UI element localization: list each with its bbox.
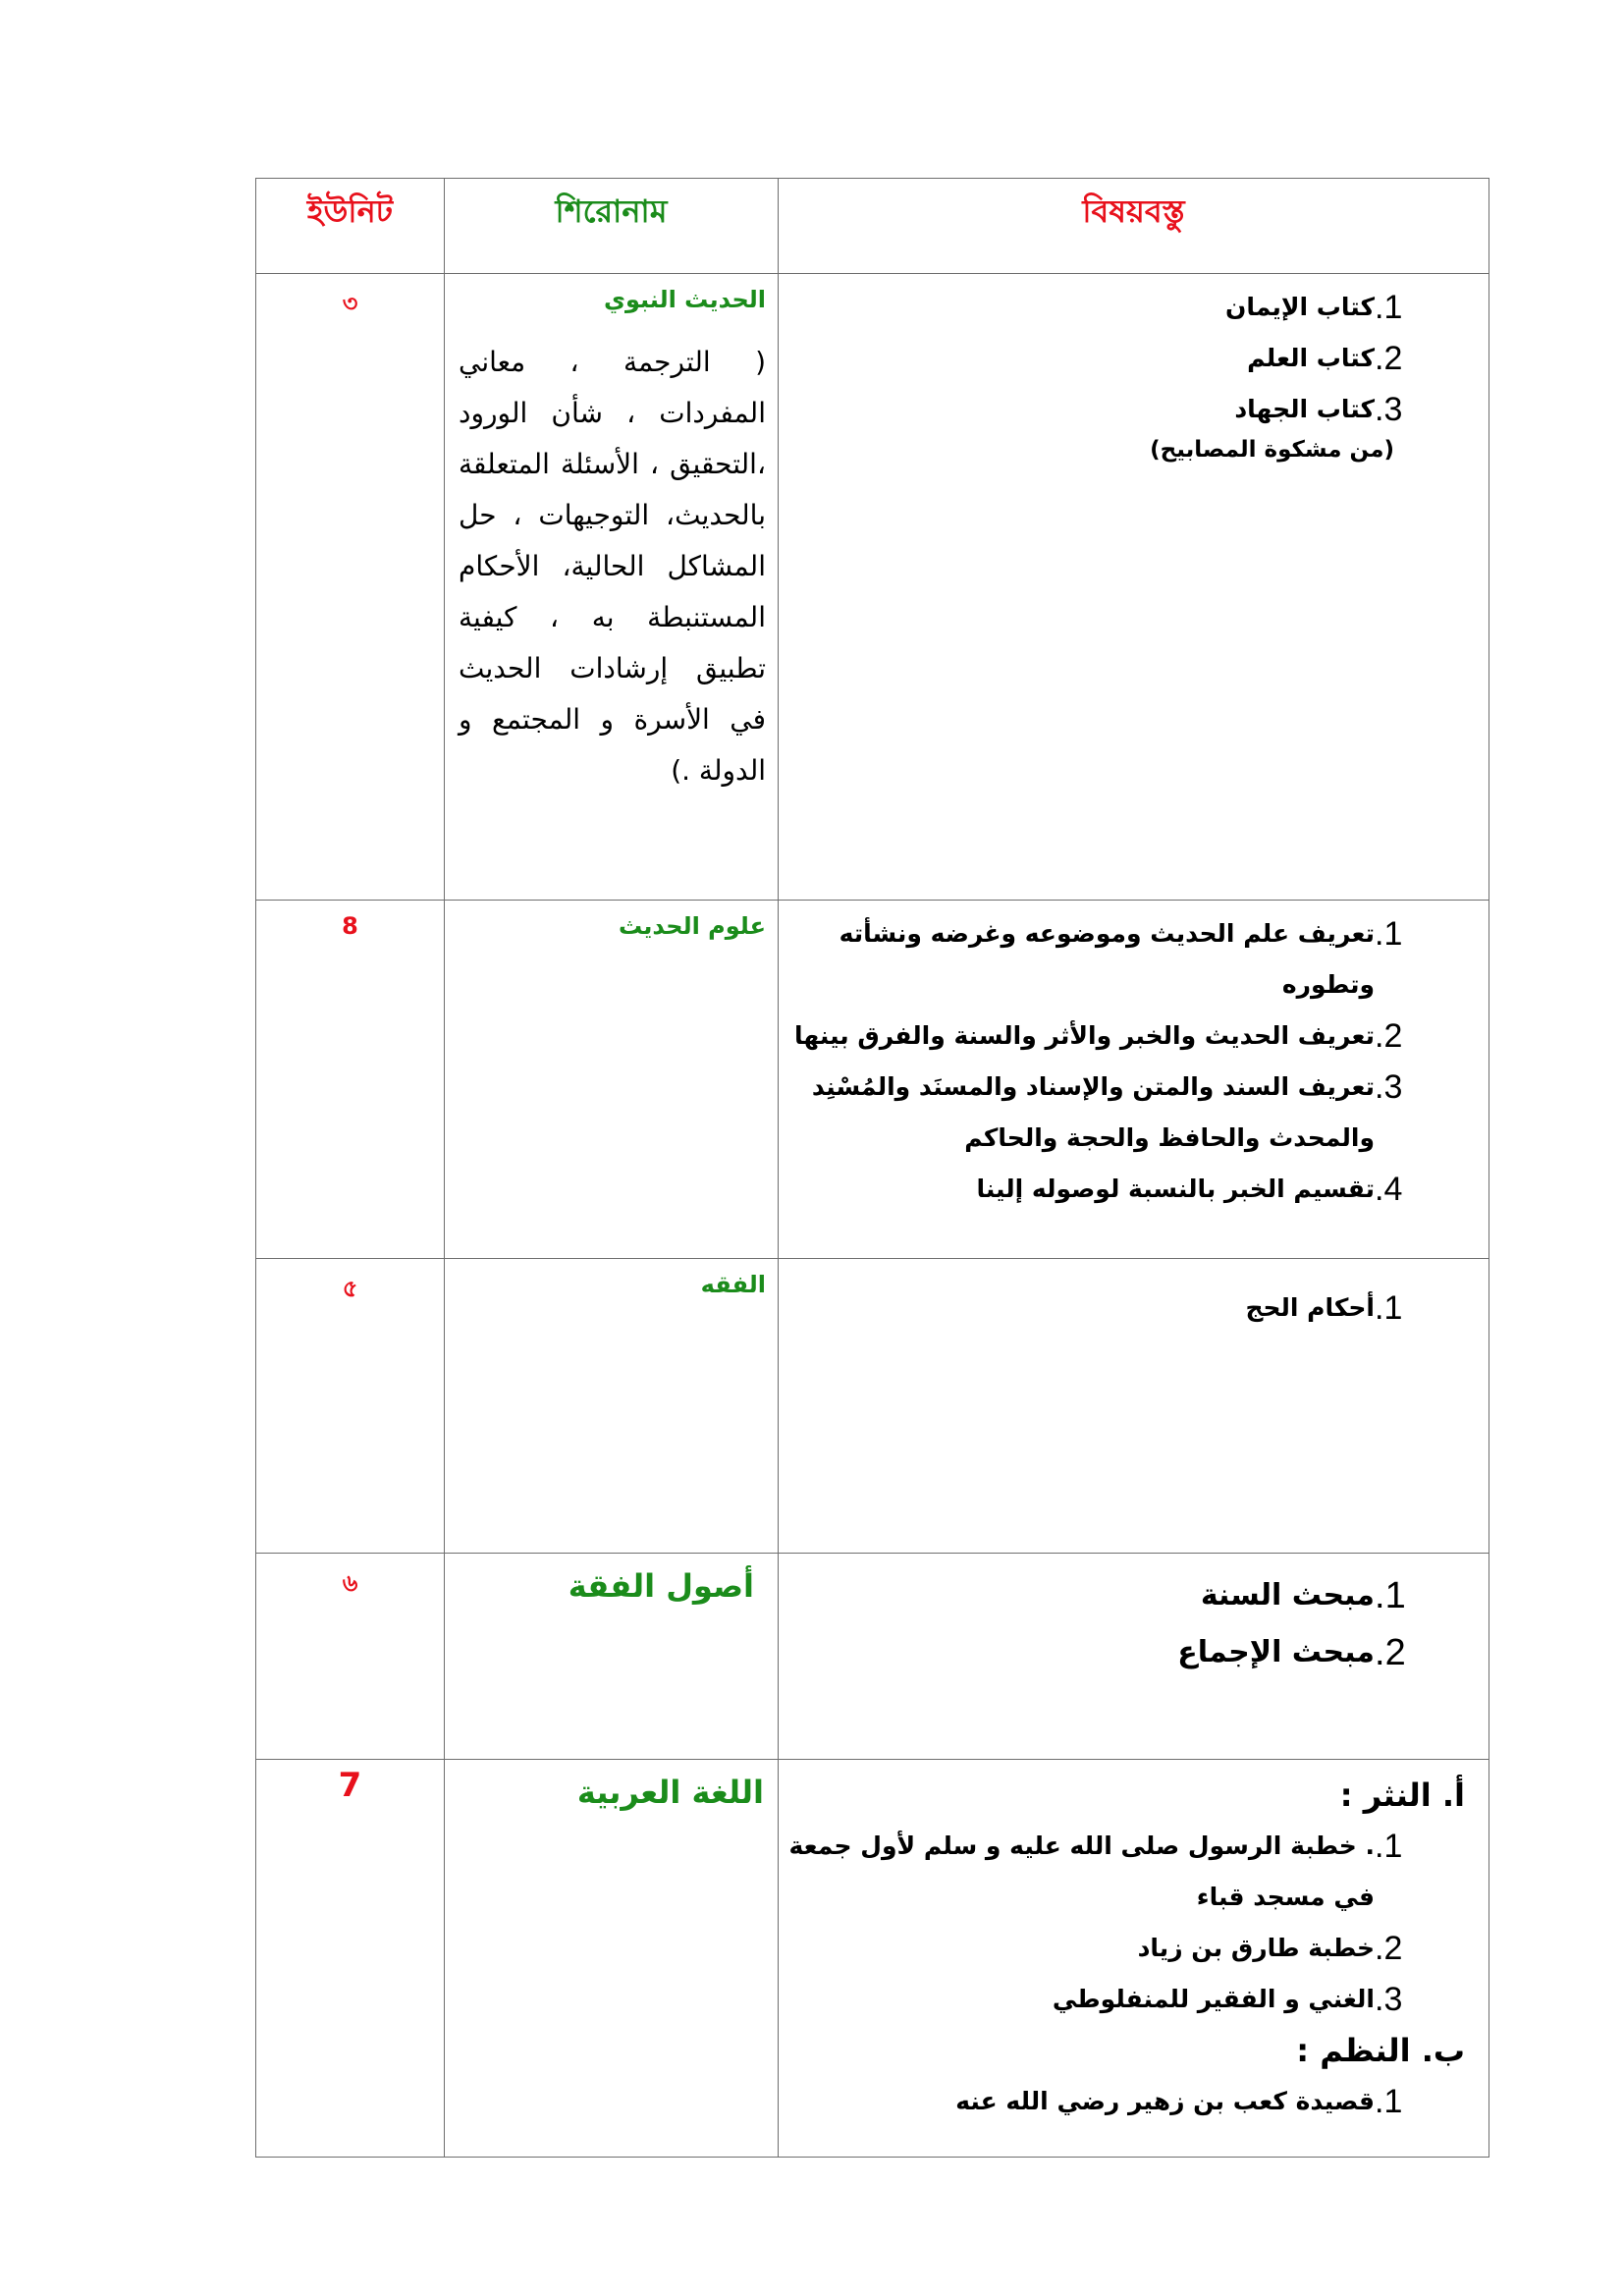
header-row	[256, 179, 1489, 274]
list-item	[779, 1062, 1428, 1164]
content-header: বিষয়বস্তু	[1082, 192, 1185, 230]
unit-number: ৬	[342, 1569, 358, 1597]
item-number: 1.	[1375, 1575, 1406, 1616]
section-label: ب. النظم :	[1296, 2032, 1465, 2069]
list-item	[779, 2076, 1428, 2127]
item-number: 3.	[1375, 1981, 1403, 2018]
unit-cell	[256, 1760, 445, 2158]
content-cell	[779, 1259, 1489, 1554]
item-list	[779, 274, 1489, 435]
unit-header-cell	[256, 179, 445, 274]
item-number: 1.	[1375, 289, 1403, 326]
table-row	[256, 1554, 1489, 1760]
list-item	[779, 1624, 1428, 1681]
list-item	[779, 384, 1428, 435]
item-number: 2.	[1375, 1017, 1403, 1055]
item-text: مبحث الإجماع	[1177, 1635, 1375, 1669]
item-text: كتاب الجهاد	[1234, 395, 1375, 423]
list-item	[779, 1821, 1428, 1923]
item-text: مبحث السنة	[1200, 1578, 1375, 1613]
row-title: علوم الحديث	[619, 912, 766, 940]
item-text: أحكام الحج	[1245, 1293, 1375, 1322]
item-list	[779, 901, 1489, 1215]
item-number: 3.	[1375, 1068, 1403, 1106]
unit-number: 7	[338, 1766, 362, 1805]
list-item	[779, 333, 1428, 384]
unit-cell	[256, 1554, 445, 1760]
unit-header: ইউনিট	[306, 192, 394, 230]
list-item	[779, 1974, 1428, 2025]
item-number: 1.	[1375, 1828, 1403, 1865]
item-text: تعريف السند والمتن والإسناد والمسنَد والمُسْنِد والمحدث والحافظ والحجة والحاكم	[811, 1072, 1375, 1152]
item-list	[779, 2076, 1489, 2127]
item-number: 1.	[1375, 1289, 1403, 1327]
row-title: أصول الفقة	[568, 1567, 754, 1605]
title-cell	[445, 1760, 779, 2158]
list-item	[779, 1567, 1428, 1624]
item-text: خطبة طارق بن زياد	[1137, 1934, 1375, 1962]
item-text: تعريف علم الحديث وموضوعه وغرضه ونشأته وتطوره	[839, 919, 1375, 999]
item-list	[779, 1821, 1489, 2025]
title-cell	[445, 901, 779, 1259]
title-cell	[445, 1259, 779, 1554]
item-list	[779, 1259, 1489, 1334]
unit-number: ৩	[342, 290, 358, 317]
item-number: 4.	[1375, 1171, 1403, 1208]
title-header-cell	[445, 179, 779, 274]
list-item	[779, 282, 1428, 333]
title-cell	[445, 274, 779, 901]
row-title: اللغة العربية	[576, 1774, 764, 1811]
item-text: تعريف الحديث والخبر والأثر والسنة والفرق بينها	[793, 1021, 1375, 1050]
unit-number: 8	[342, 912, 358, 940]
row-description: ( الترجمة ، معاني المفردات ، شأن الورود ،التحقيق ، الأسئلة المتعلقة بالحديث، التوجيهات ، حل المشاكل الحالية، الأحكام المستنبطة به ، كيفية تطبيق إرشادات الحديث في الأسرة و المجتمع و الدولة .)	[459, 346, 766, 787]
table-row	[256, 274, 1489, 901]
item-text: . خطبة الرسول صلى الله عليه و سلم لأول جمعة في مسجد قباء	[788, 1831, 1375, 1911]
list-item	[779, 1283, 1428, 1334]
list-item	[779, 1164, 1428, 1215]
item-list	[779, 1554, 1489, 1681]
syllabus-table	[255, 178, 1489, 2158]
title-cell	[445, 1554, 779, 1760]
item-text: كتاب الإيمان	[1224, 293, 1375, 321]
table-row	[256, 1259, 1489, 1554]
item-number: 3.	[1375, 391, 1403, 428]
item-number: 2.	[1375, 1632, 1406, 1673]
unit-cell	[256, 901, 445, 1259]
row-title: الحديث النبوي	[603, 286, 766, 313]
unit-cell	[256, 1259, 445, 1554]
list-item	[779, 1011, 1428, 1062]
item-text: قصيدة كعب بن زهير رضي الله عنه	[955, 2087, 1375, 2115]
content-cell	[779, 1554, 1489, 1760]
source-note: (من مشكوة المصابيح)	[1150, 437, 1394, 463]
item-text: كتاب العلم	[1247, 344, 1375, 372]
content-header-cell	[779, 179, 1489, 274]
list-item	[779, 908, 1428, 1011]
list-item	[779, 1923, 1428, 1974]
unit-cell	[256, 274, 445, 901]
section-label: أ. النثر :	[1339, 1777, 1465, 1814]
unit-number: ৫	[342, 1275, 358, 1302]
title-header: শিরোনাম	[555, 192, 668, 230]
item-number: 1.	[1375, 2083, 1403, 2120]
content-cell	[779, 1760, 1489, 2158]
table-row	[256, 1760, 1489, 2158]
item-text: تقسيم الخبر بالنسبة لوصوله إلينا	[976, 1175, 1375, 1203]
item-text: الغني و الفقير للمنفلوطي	[1052, 1985, 1375, 2013]
content-cell	[779, 901, 1489, 1259]
item-number: 2.	[1375, 1930, 1403, 1967]
item-number: 2.	[1375, 340, 1403, 377]
table-row	[256, 901, 1489, 1259]
item-number: 1.	[1375, 915, 1403, 953]
row-title: الفقه	[700, 1271, 766, 1298]
content-cell	[779, 274, 1489, 901]
